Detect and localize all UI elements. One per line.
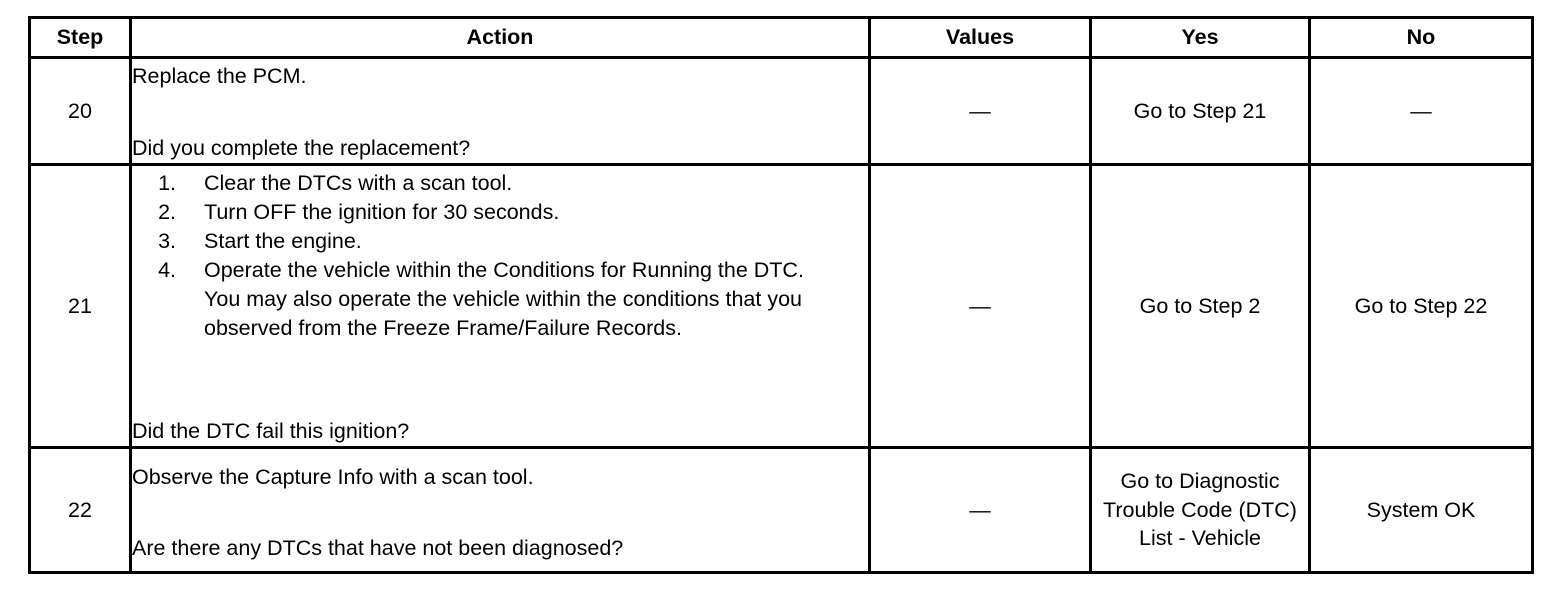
action-cell [131, 58, 870, 165]
header-no: No [1310, 18, 1533, 58]
list-item [132, 198, 868, 227]
step-number: 22 [30, 448, 131, 573]
yes-cell [1091, 448, 1310, 573]
header-action: Action [131, 18, 870, 58]
action-question: Are there any DTCs that have not been diagnosed? [132, 536, 624, 560]
substep-text: Clear the DTCs with a scan tool. [204, 171, 513, 195]
no-cell: Go to Step 22 [1310, 165, 1533, 448]
header-yes: Yes [1091, 18, 1310, 58]
step-number: 20 [30, 58, 131, 165]
action-question: Did you complete the replacement? [132, 136, 471, 160]
yes-cell-text: Go to Diagnostic Trouble Code (DTC) List - Vehicle [1103, 469, 1297, 551]
diagnostic-table [28, 16, 1534, 574]
action-instruction: Observe the Capture Info with a scan tool. [132, 465, 534, 489]
substep-number: 3. [158, 229, 176, 253]
no-cell: — [1310, 58, 1533, 165]
no-cell: System OK [1310, 448, 1533, 573]
values-cell: — [870, 58, 1091, 165]
header-row [30, 18, 1533, 58]
action-instruction: Replace the PCM. [132, 64, 307, 88]
list-item [132, 256, 868, 343]
list-item [132, 169, 868, 198]
header-values: Values [870, 18, 1091, 58]
substep-text: Operate the vehicle within the Conditions for Running the DTC. You may also operate the vehicle within the conditions that you observed from the Freeze Frame/Failure Records. [204, 258, 804, 340]
substep-text: Turn OFF the ignition for 30 seconds. [204, 200, 560, 224]
substep-list [132, 169, 868, 343]
action-cell [131, 165, 870, 448]
table-row [30, 58, 1533, 165]
yes-cell: Go to Step 21 [1091, 58, 1310, 165]
substep-number: 1. [158, 171, 176, 195]
substep-number: 2. [158, 200, 176, 224]
substep-text: Start the engine. [204, 229, 362, 253]
values-cell: — [870, 448, 1091, 573]
yes-cell: Go to Step 2 [1091, 165, 1310, 448]
table-row [30, 448, 1533, 573]
step-number: 21 [30, 165, 131, 448]
action-question: Did the DTC fail this ignition? [132, 419, 410, 443]
table-row [30, 165, 1533, 448]
list-item [132, 227, 868, 256]
action-cell [131, 448, 870, 573]
header-step: Step [30, 18, 131, 58]
values-cell: — [870, 165, 1091, 448]
substep-number: 4. [158, 258, 176, 282]
